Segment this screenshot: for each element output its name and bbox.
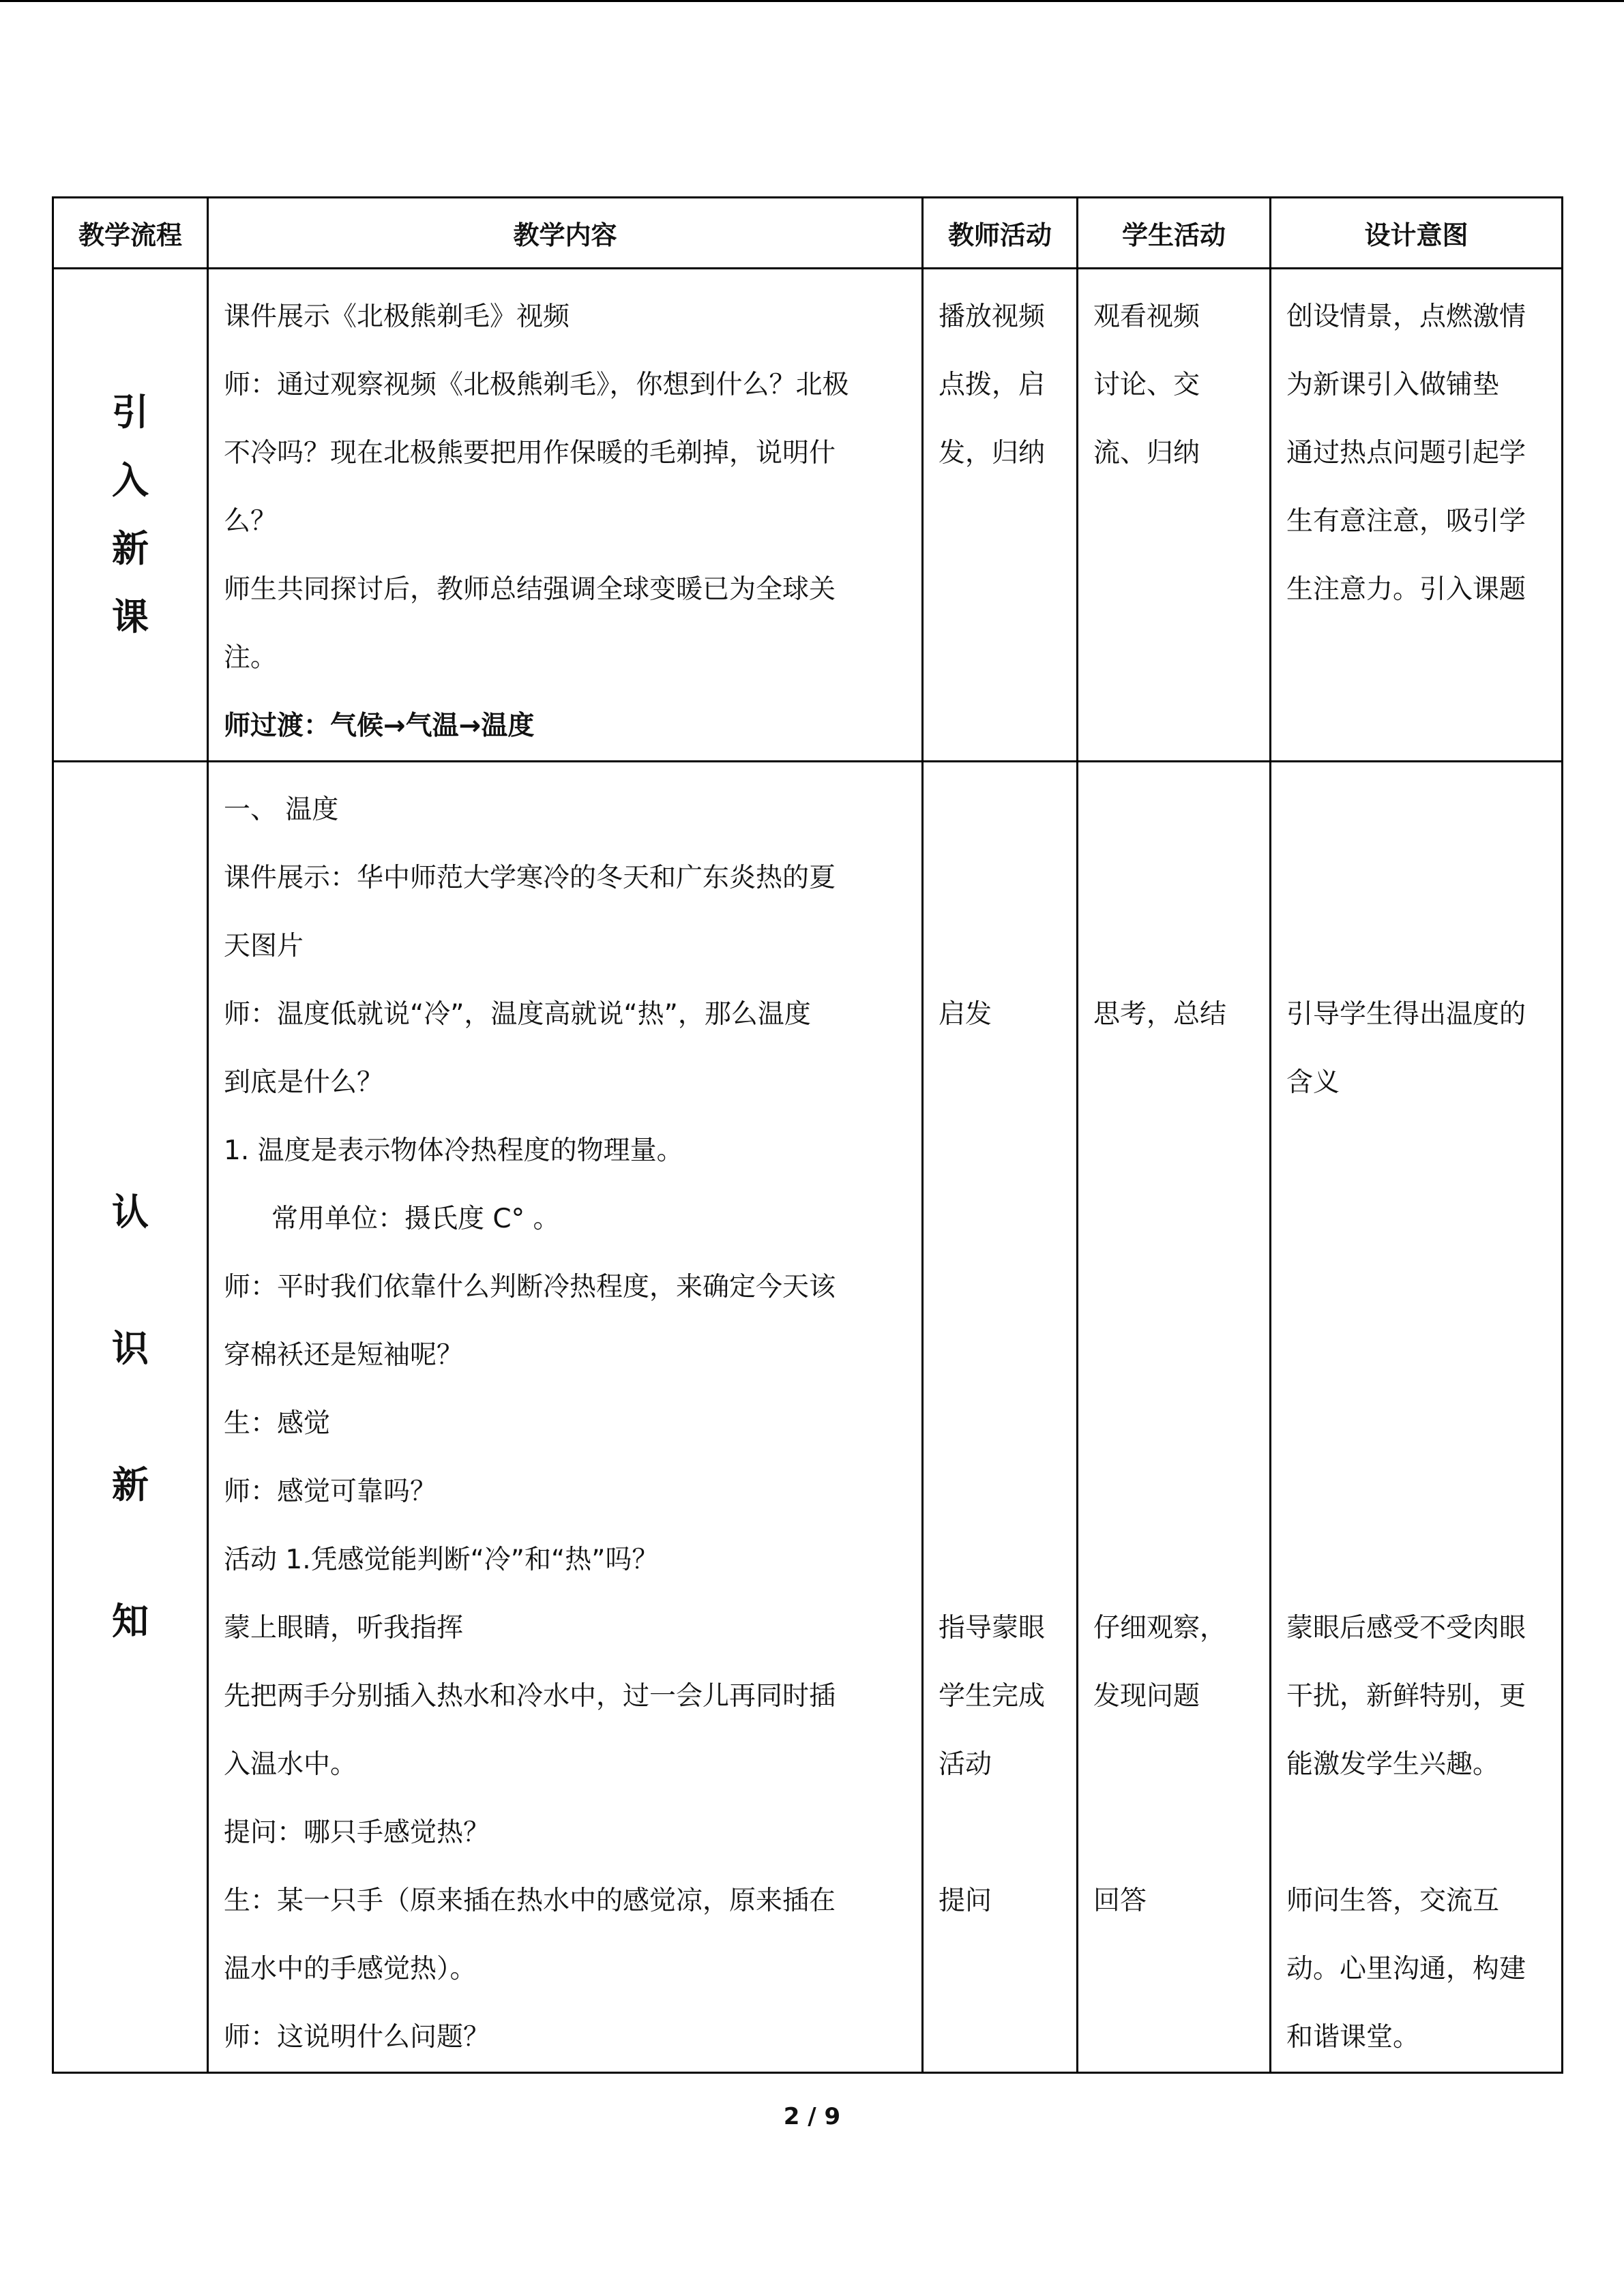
flow-intro: 引 入 新 课 bbox=[53, 269, 208, 762]
page-number: 2 / 9 bbox=[783, 2103, 841, 2130]
header-student: 学生活动 bbox=[1078, 198, 1271, 269]
student-intro: 观看视频 讨论、交 流、归纳 bbox=[1078, 269, 1271, 762]
header-intent: 设计意图 bbox=[1271, 198, 1563, 269]
top-border bbox=[0, 0, 1624, 2]
lesson-plan-table bbox=[52, 196, 1563, 2074]
intent-intro: 创设情景，点燃激情 为新课引入做铺垫 通过热点问题引起学 生有意注意，吸引学 生注意力。引入课题 bbox=[1271, 269, 1563, 762]
table-row-intro bbox=[53, 269, 1563, 762]
content-intro: 课件展示《北极熊剃毛》视频 师：通过观察视频《北极熊剃毛》，你想到什么？北极 不冷吗？现在北极熊要把用作保暖的毛剃掉，说明什 么？ 师生共同探讨后，教师总结强调全球变暖已为全球关 注。 师过渡：气候→气温→温度 bbox=[208, 269, 923, 762]
teacher-new-knowledge: 启发 指导蒙眼 学生完成 活动 提问 bbox=[923, 762, 1078, 2073]
table-row-new-knowledge bbox=[53, 762, 1563, 2073]
table-header-row bbox=[53, 198, 1563, 269]
header-content: 教学内容 bbox=[208, 198, 923, 269]
header-teacher: 教师活动 bbox=[923, 198, 1078, 269]
content-new-knowledge: 一、 温度 课件展示：华中师范大学寒冷的冬天和广东炎热的夏 天图片 师：温度低就说“冷”，温度高就说“热”，那么温度 到底是什么？ 1. 温度是表示物体冷热程度的物理量。 常用单位：摄氏度 C° 。 师：平时我们依靠什么判断冷热程度，来确定今天该 穿棉袄还是短袖呢？ 生：感觉 师：感觉可靠吗？ 活动 1.凭感觉能判断“冷”和“热”吗？ 蒙上眼睛，听我指挥 先把两手分别插入热水和冷水中，过一会儿再同时插 入温水中。 提问：哪只手感觉热？ 生：某一只手（原来插在热水中的感觉凉，原来插在 温水中的手感觉热）。 师：这说明什么问题？ bbox=[208, 762, 923, 2073]
student-new-knowledge: 思考，总结 仔细观察， 发现问题 回答 bbox=[1078, 762, 1271, 2073]
flow-new-knowledge: 认 识 新 知 bbox=[53, 762, 208, 2073]
header-flow: 教学流程 bbox=[53, 198, 208, 269]
intent-new-knowledge: 引导学生得出温度的 含义 蒙眼后感受不受肉眼 干扰，新鲜特别，更 能激发学生兴趣。 师问生答，交流互 动。心里沟通，构建 和谐课堂。 bbox=[1271, 762, 1563, 2073]
teacher-intro: 播放视频 点拨，启 发，归纳 bbox=[923, 269, 1078, 762]
